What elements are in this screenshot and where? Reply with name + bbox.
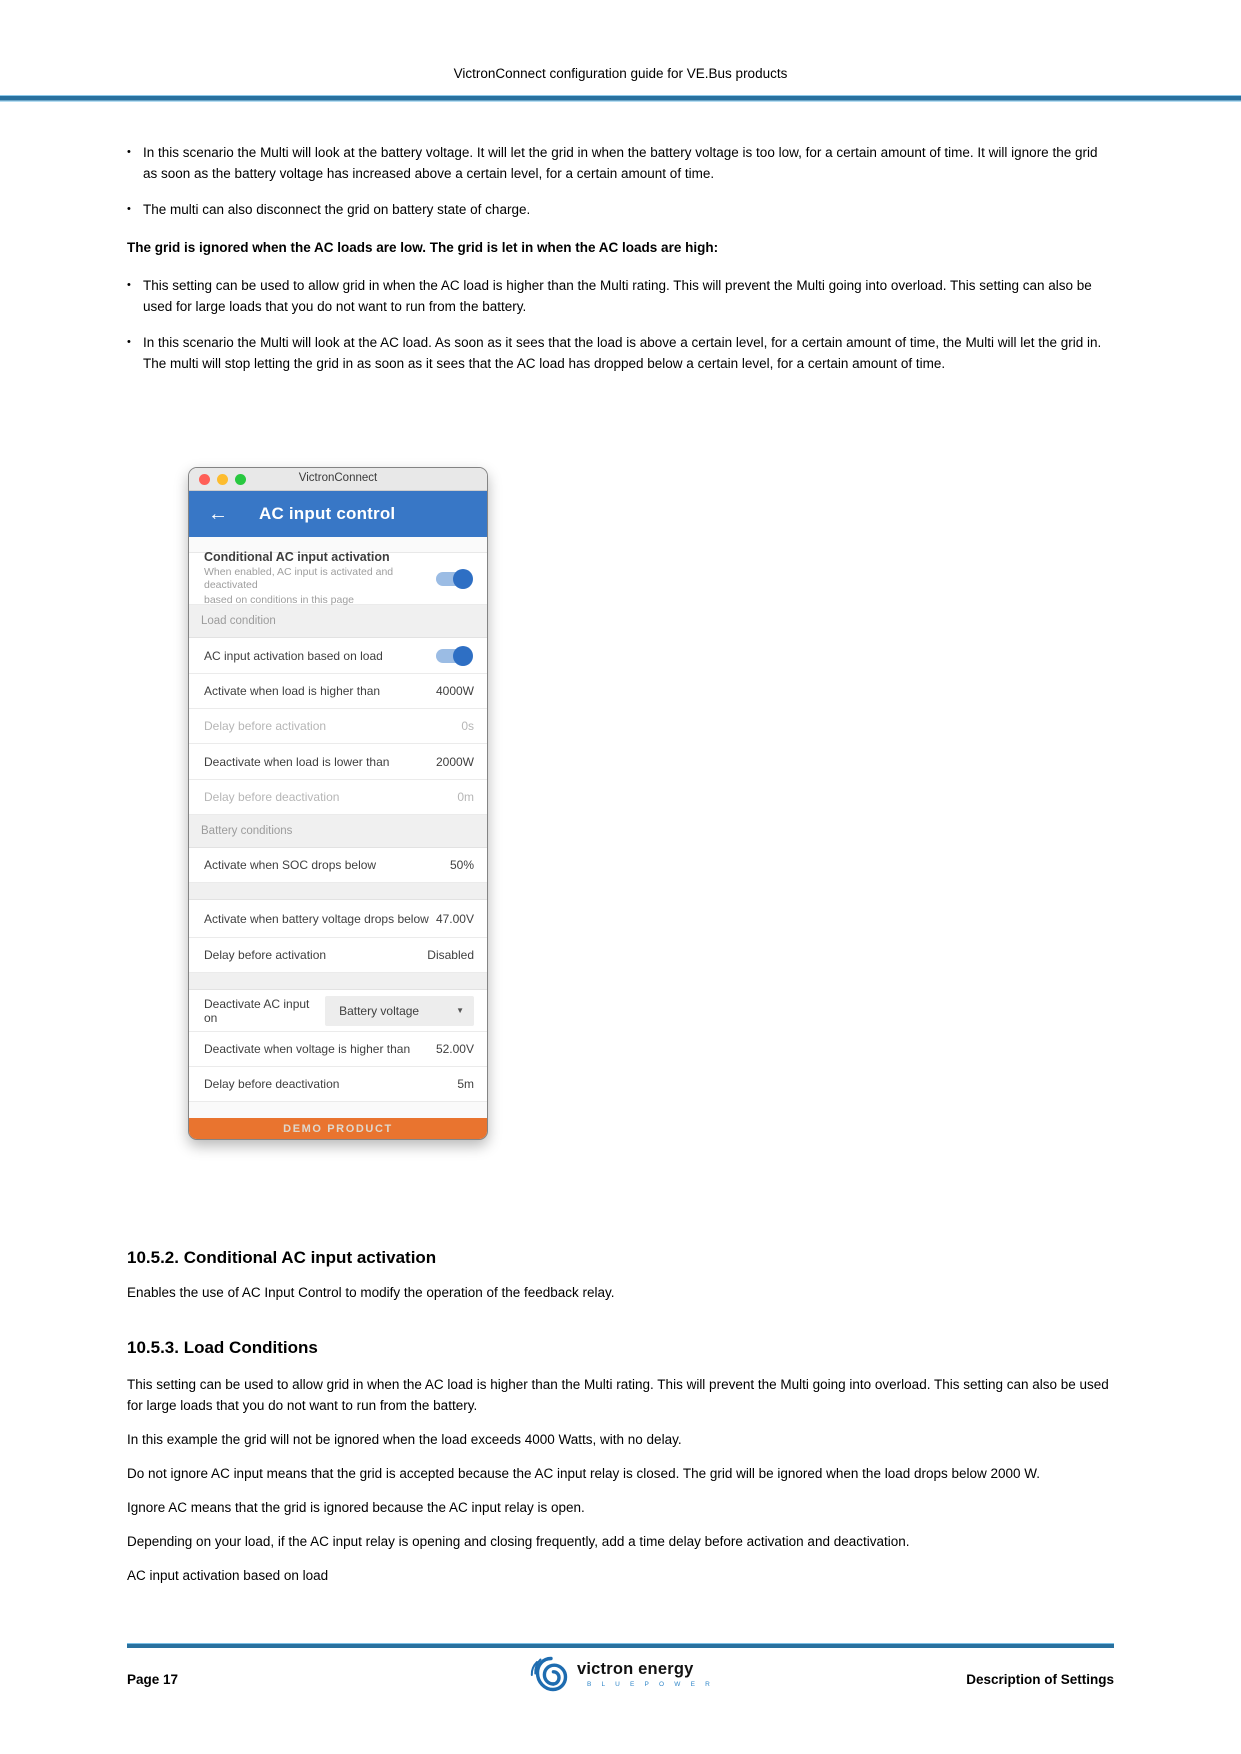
setting-row-activate-soc[interactable] xyxy=(189,848,487,883)
window-titlebar[interactable] xyxy=(189,468,487,491)
setting-subtext: based on conditions in this page xyxy=(204,594,355,606)
toggle-knob xyxy=(453,646,473,666)
setting-label: Activate when battery voltage drops below xyxy=(204,911,429,926)
doc-header-title: VictronConnect configuration guide for VE.Bus products xyxy=(453,66,788,81)
setting-label: Delay before activation xyxy=(204,948,327,962)
bullet-text: In this scenario the Multi will look at the battery voltage. It will let the grid in when the battery voltage is too low, for a certain amount of time. It will ignore the grid as soon as the battery voltage has increased above a certain level, for a certain amount of time. xyxy=(143,145,1098,181)
bullet-icon: • xyxy=(127,336,131,348)
victron-swirl-icon xyxy=(527,1655,571,1695)
setting-row-delay-activation-disabled[interactable] xyxy=(189,938,487,973)
body-sections xyxy=(127,1247,1114,1599)
setting-label: Delay before deactivation xyxy=(204,790,340,804)
page-number: Page 17 xyxy=(127,1672,179,1687)
setting-row-activate-load-higher[interactable] xyxy=(189,674,487,709)
section-label: Battery conditions xyxy=(201,825,293,837)
setting-row-delay-before-deactivation xyxy=(189,780,487,815)
demo-product-banner: DEMO PRODUCT xyxy=(189,1118,487,1139)
toggle-switch[interactable] xyxy=(436,649,471,663)
setting-label: Conditional AC input activation xyxy=(204,550,390,564)
section-heading: 10.5.2. Conditional AC input activation xyxy=(127,1248,437,1267)
setting-label: Deactivate when voltage is higher than xyxy=(204,1042,411,1056)
chevron-down-icon: ▼ xyxy=(456,1006,464,1015)
bullet-icon: • xyxy=(127,146,131,158)
setting-subtext: When enabled, AC input is activated and deactivated xyxy=(204,566,394,591)
list-item xyxy=(127,142,1114,184)
paragraph: In this example the grid will not be ignored when the load exceeds 4000 Watts, with no delay. xyxy=(127,1432,682,1447)
toggle-knob xyxy=(453,569,473,589)
setting-value: 5m xyxy=(457,1077,474,1091)
footer-section-title: Description of Settings xyxy=(966,1672,1114,1687)
bold-note: The grid is ignored when the AC loads are low. The grid is let in when the AC loads are high: xyxy=(127,240,719,255)
setting-row-deactivate-voltage-higher[interactable] xyxy=(189,1032,487,1067)
setting-row-delay-before-activation xyxy=(189,709,487,744)
header-divider xyxy=(0,95,1241,102)
bullet-text: The multi can also disconnect the grid on battery state of charge. xyxy=(143,202,531,217)
bullet-text: This setting can be used to allow grid in when the AC load is higher than the Multi rating. This will prevent the Multi going into overload. This setting can also be used for large loads that you do not want to run from the battery. xyxy=(143,278,1092,314)
setting-value: 50% xyxy=(449,858,474,872)
setting-value: 2000W xyxy=(435,754,474,769)
setting-label: AC input activation based on load xyxy=(204,648,383,663)
toggle-switch[interactable] xyxy=(436,572,471,586)
section-label: Load condition xyxy=(201,615,276,627)
list-item xyxy=(127,199,1114,220)
back-arrow-icon[interactable]: ← xyxy=(208,503,228,525)
logo-name: victron energy xyxy=(576,1660,694,1678)
paragraph: This setting can be used to allow grid in when the AC load is higher than the Multi rating. This will prevent the Multi going into overload. This setting can also be used for large loads that you do not want to run from the battery. xyxy=(127,1377,1109,1413)
setting-value: Disabled xyxy=(427,948,474,962)
paragraph: AC input activation based on load xyxy=(127,1568,329,1583)
section-header-load-condition xyxy=(189,605,487,638)
setting-row-delay-deactivation-5m[interactable] xyxy=(189,1067,487,1102)
section-header-battery-conditions xyxy=(189,815,487,848)
bullet-text: In this scenario the Multi will look at the AC load. As soon as it sees that the load is above a certain level, for a certain amount of time, the Multi will let the grid in. The multi will stop letting the grid in as soon as it sees that the AC load has dropped below a certain level, for a certain amount of time. xyxy=(143,335,1102,371)
setting-row-activate-voltage-drop[interactable] xyxy=(189,900,487,938)
setting-value: 52.00V xyxy=(435,1042,474,1056)
paragraph: Enables the use of AC Input Control to modify the operation of the feedback relay. xyxy=(127,1285,615,1300)
deactivate-on-dropdown[interactable] xyxy=(325,996,474,1026)
setting-row-ac-activation-load[interactable] xyxy=(189,638,487,674)
list-spacer xyxy=(189,883,487,900)
list-item xyxy=(127,275,1114,317)
paragraph: Ignore AC means that the grid is ignored because the AC input relay is open. xyxy=(127,1500,585,1515)
setting-value: 4000W xyxy=(435,684,474,698)
setting-label: Activate when load is higher than xyxy=(204,684,381,698)
victronconnect-window xyxy=(188,467,488,1140)
window-title: VictronConnect xyxy=(298,472,378,484)
paragraph: Depending on your load, if the AC input relay is opening and closing frequently, add a time delay before activation and deactivation. xyxy=(127,1534,910,1549)
logo-tagline: B L U E P O W E R xyxy=(586,1681,715,1688)
setting-value: 0m xyxy=(457,790,474,804)
paragraph: Do not ignore AC input means that the grid is accepted because the AC input relay is closed. The grid will be ignored when the load drops below 2000 W. xyxy=(127,1466,1041,1481)
setting-label: Deactivate AC input on xyxy=(204,996,310,1025)
app-header xyxy=(189,491,487,537)
list-gap xyxy=(189,1102,487,1118)
intro-section xyxy=(127,142,1114,389)
bullet-icon: • xyxy=(127,279,131,291)
setting-label: Activate when SOC drops below xyxy=(204,858,377,872)
setting-label: Delay before deactivation xyxy=(204,1077,340,1091)
setting-row-deactivate-ac-input-on xyxy=(189,990,487,1032)
dropdown-value: Battery voltage xyxy=(339,1003,420,1018)
page-title: AC input control xyxy=(259,504,396,523)
setting-row-conditional-ac-input[interactable] xyxy=(189,550,487,606)
setting-value: 0s xyxy=(461,719,474,733)
setting-row-deactivate-load-lower[interactable] xyxy=(189,744,487,780)
list-item xyxy=(127,332,1114,374)
setting-value: 47.00V xyxy=(435,911,474,926)
settings-list xyxy=(189,537,487,1118)
setting-label: Deactivate when load is lower than xyxy=(204,754,390,769)
footer-divider xyxy=(127,1643,1114,1648)
list-spacer xyxy=(189,973,487,990)
section-heading: 10.5.3. Load Conditions xyxy=(127,1338,318,1357)
bullet-icon: • xyxy=(127,203,131,215)
setting-label: Delay before activation xyxy=(204,719,327,733)
